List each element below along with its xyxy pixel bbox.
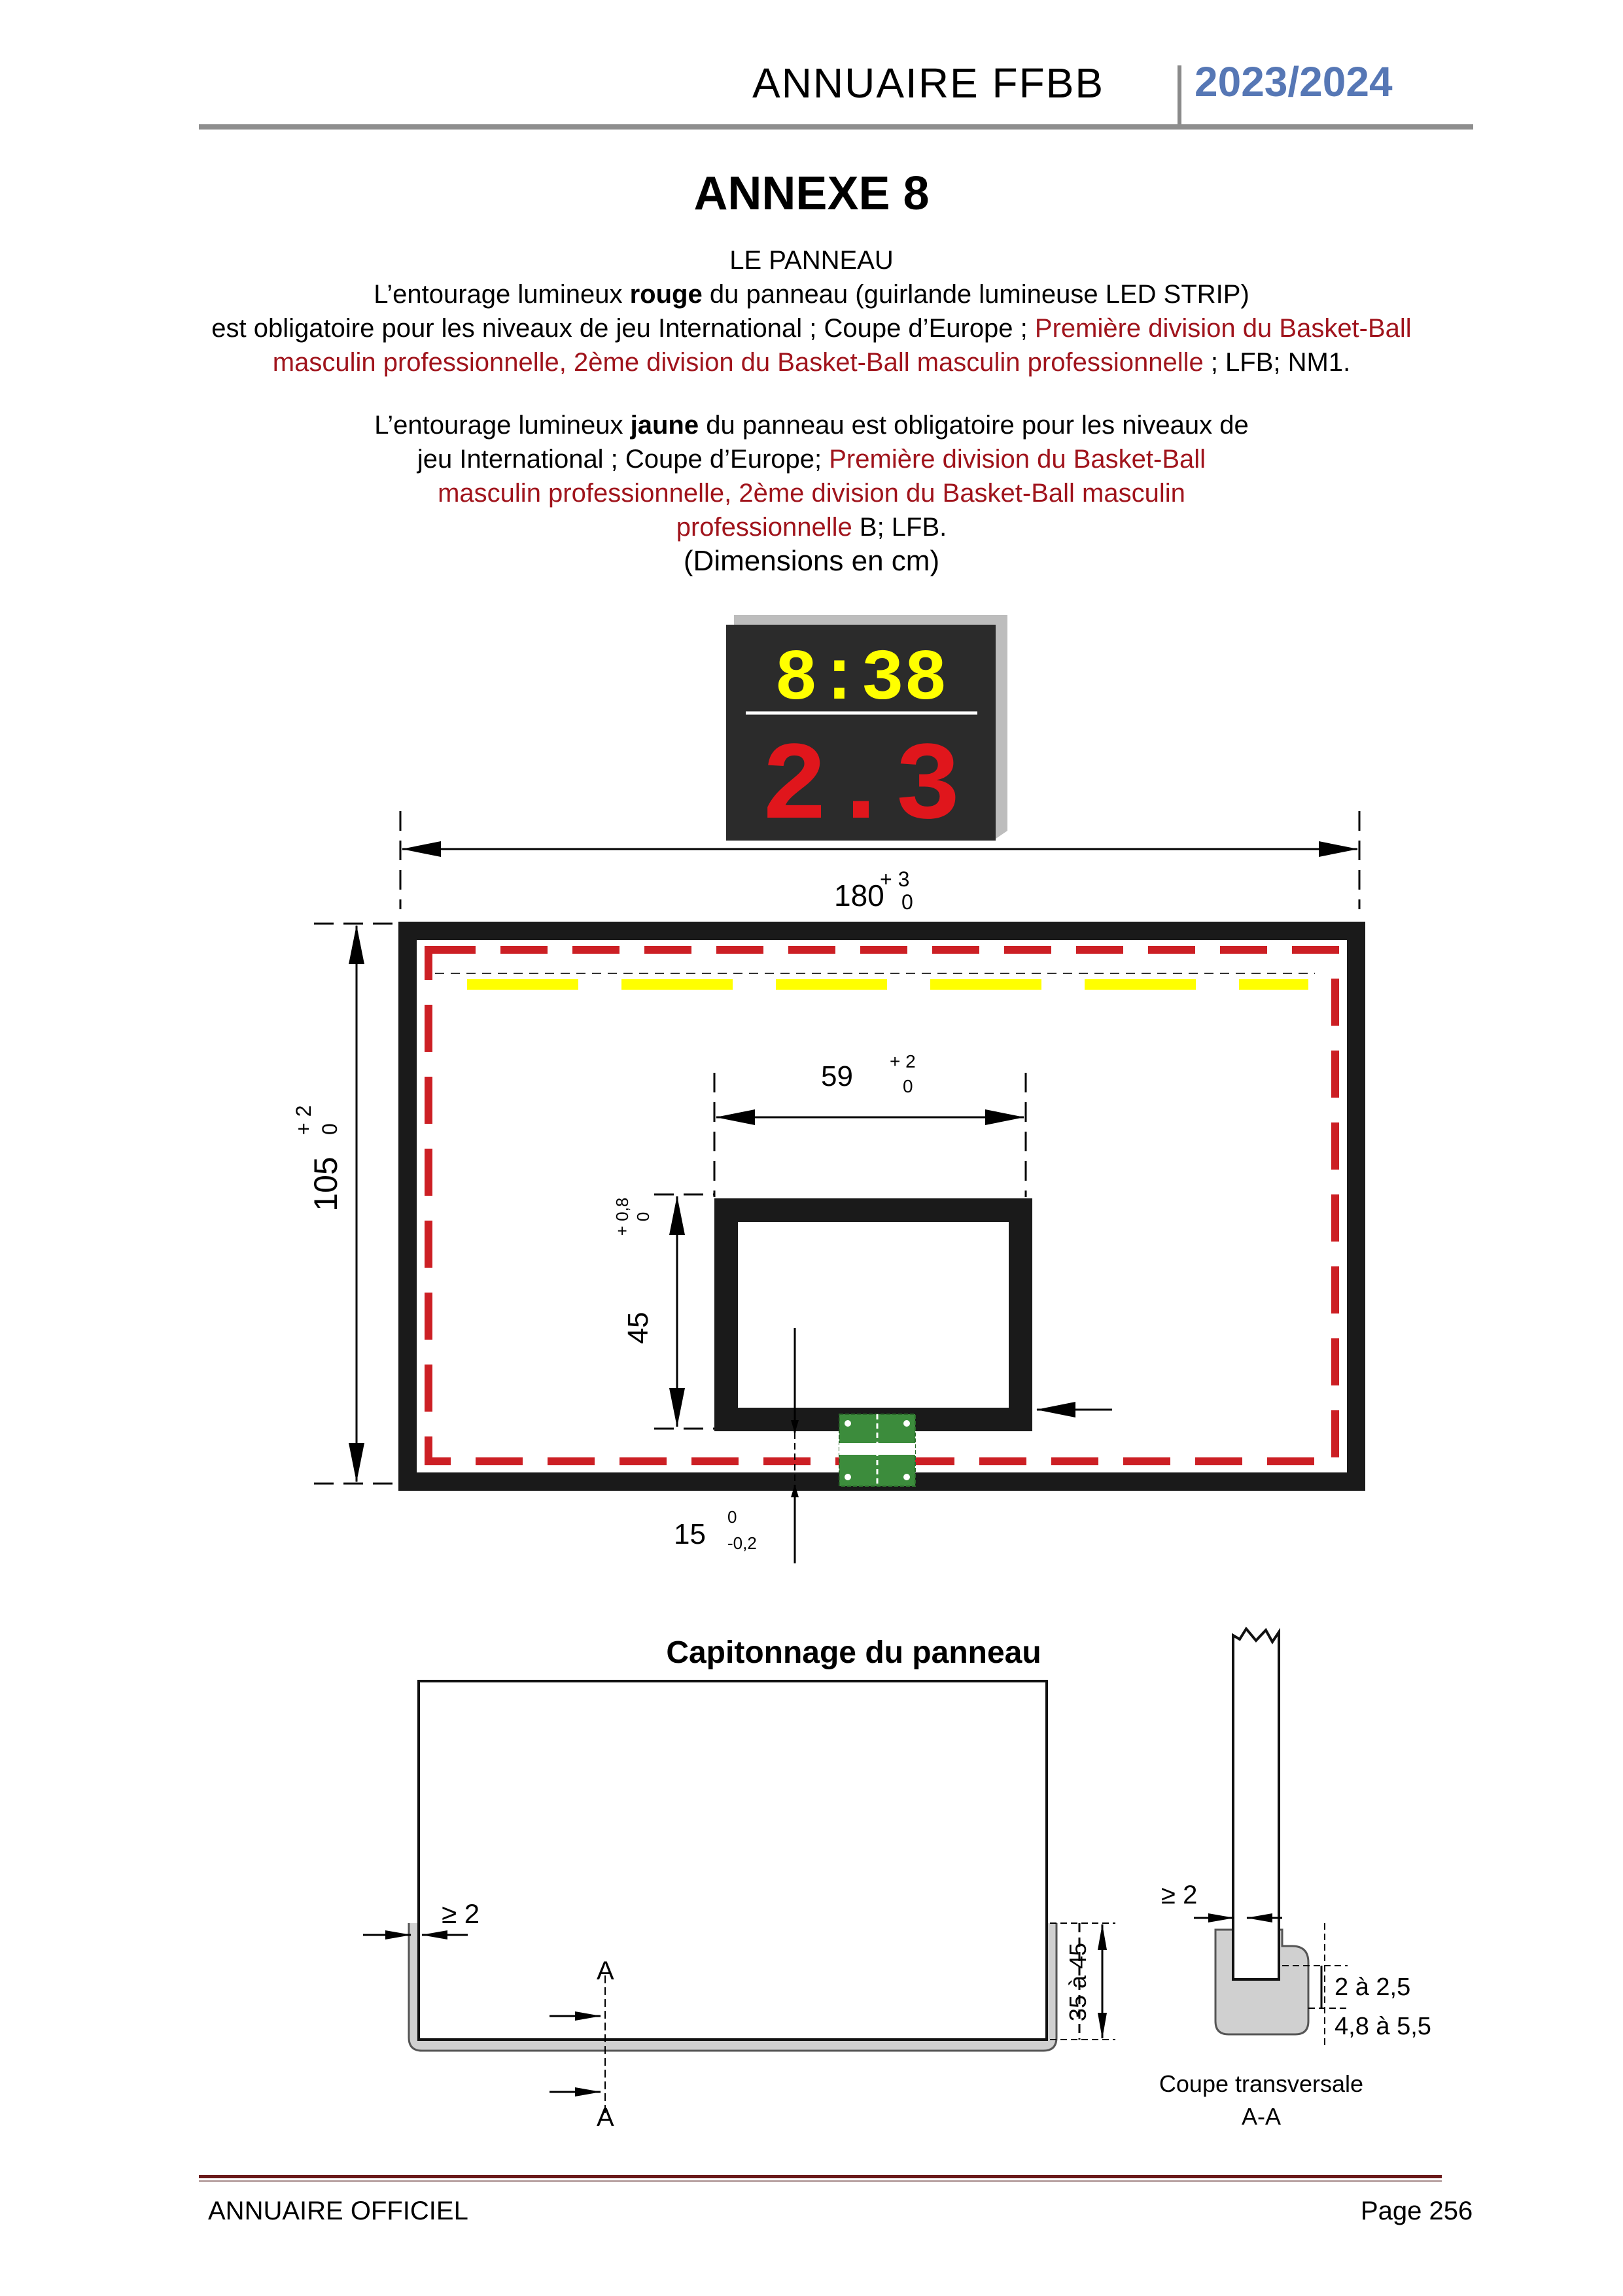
header-year: 2023/2024 — [1195, 58, 1393, 105]
rect-height-tol-minus: 0 — [633, 1211, 653, 1222]
height-tol-minus: 0 — [318, 1123, 341, 1135]
width-value: 180 — [834, 878, 884, 913]
padding-diagram — [0, 1616, 1623, 2152]
intro-p1-line2: est obligatoire pour les niveaux de jeu International ; Coupe d’Europe ; Première division du Basket-Ball — [211, 314, 1412, 343]
gap-tol-minus: -0,2 — [727, 1533, 757, 1553]
footer-rule-secondary — [199, 2180, 1442, 2182]
header-title: ANNUAIRE FFBB — [752, 60, 1105, 107]
intro-p2-line3: masculin professionnelle, 2ème division du Basket-Ball masculin — [438, 479, 1185, 508]
rect-width-tol-plus: + 2 — [890, 1051, 916, 1071]
section-min-thickness: ≥ 2 — [1161, 1881, 1198, 1909]
rect-height-tol-plus: + 0,8 — [612, 1197, 632, 1236]
height-value: 105 — [307, 1157, 344, 1211]
rect-width-value: 59 — [821, 1060, 853, 1092]
game-clock-digits: 8:38 — [774, 639, 948, 721]
annex-title: ANNEXE 8 — [693, 167, 930, 220]
padding-min-thickness: ≥ 2 — [442, 1898, 480, 1929]
footer-left: ANNUAIRE OFFICIEL — [208, 2197, 468, 2225]
section-mark-bottom: A — [597, 2103, 614, 2132]
padding-title: Capitonnage du panneau — [666, 1635, 1041, 1670]
intro-p2-line2: jeu International ; Coupe d’Europe; Première division du Basket-Ball — [417, 445, 1206, 474]
dimensions-note: (Dimensions en cm) — [683, 545, 940, 577]
page-number: Page 256 — [1361, 2197, 1473, 2225]
padding-height-value: 35 à 45 — [1064, 1942, 1091, 2022]
intro-p2-line4: professionnelle B; LFB. — [676, 513, 947, 542]
header-separator — [1178, 65, 1181, 124]
intro-p1-line3: masculin professionnelle, 2ème division du Basket-Ball masculin professionnelle ; LFB; NM1. — [272, 348, 1351, 377]
shooting-rectangle — [726, 1210, 1021, 1419]
backboard-diagram — [0, 785, 1623, 1603]
gap-value: 15 — [674, 1518, 706, 1550]
width-tol-plus: + 3 — [880, 867, 910, 891]
section-caption-line1: Coupe transversale — [1159, 2070, 1364, 2097]
height-tol-plus: + 2 — [292, 1105, 315, 1135]
section-dim1-value: 2 à 2,5 — [1335, 1974, 1411, 2001]
section-caption-line2: A-A — [1241, 2103, 1282, 2130]
rect-height-value: 45 — [622, 1312, 654, 1344]
intro-subtitle: LE PANNEAU — [729, 246, 894, 275]
width-tol-minus: 0 — [901, 890, 913, 914]
section-dim2-value: 4,8 à 5,5 — [1335, 2013, 1431, 2040]
shot-clock-digits: 2.3 — [760, 725, 962, 844]
rim-bracket-gap — [839, 1443, 915, 1455]
intro-p2-line1: L’entourage lumineux jaune du panneau est obligatoire pour les niveaux de — [374, 411, 1249, 440]
gap-tol-plus: 0 — [727, 1507, 737, 1527]
footer-rule — [199, 2175, 1442, 2178]
backboard-front — [419, 1681, 1047, 2040]
section-backboard — [1233, 1629, 1279, 1979]
rect-width-tol-minus: 0 — [903, 1076, 913, 1096]
section-mark-top: A — [597, 1957, 614, 1985]
header-rule — [199, 124, 1473, 130]
intro-p1-line1: L’entourage lumineux rouge du panneau (guirlande lumineuse LED STRIP) — [374, 280, 1249, 309]
